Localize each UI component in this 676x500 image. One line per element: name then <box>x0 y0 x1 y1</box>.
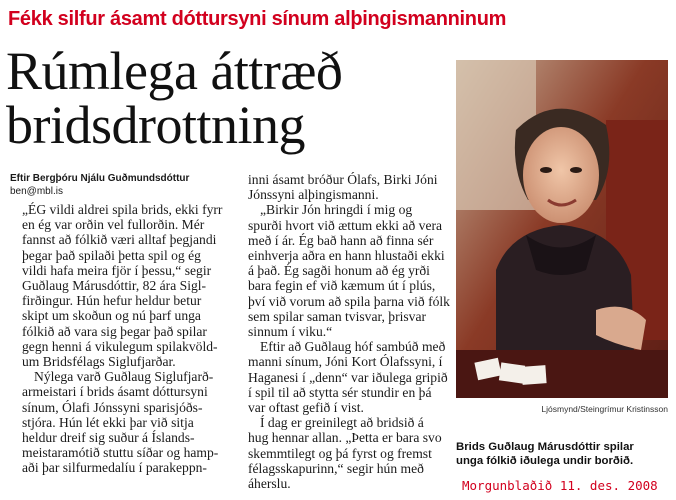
text-line: inni ásamt bróður Ólafs, Birki Jóni <box>248 172 438 187</box>
article-column-1 <box>10 202 232 476</box>
paragraph <box>236 202 452 339</box>
text-line: félagsskapurinn,“ segir hún með <box>248 460 424 476</box>
kicker-headline: Fékk silfur ásamt dóttursyni sínum alþingismanninum <box>8 8 507 30</box>
text-line: Guðlaug Márusdóttir, 82 ára Sigl- <box>22 278 207 294</box>
byline-email: ben@mbl.is <box>10 186 63 197</box>
paragraph <box>236 172 452 202</box>
text-line: hug hennar allan. „Þetta er bara svo <box>248 430 442 446</box>
text-line: meistaramótið stuttu síðar og hamp- <box>22 445 219 461</box>
text-line: einhverja aðra en hann hlustaði ekki <box>248 248 445 264</box>
photo-credit: Ljósmynd/Steingrímur Kristinsson <box>541 404 668 414</box>
paragraph <box>236 415 452 491</box>
text-line: með í ár. Ég bað hann að finna sér <box>248 232 434 248</box>
text-line: skemmtilegt og þá fyrst og fremst <box>248 445 432 461</box>
headline-line-2: bridsdrottning <box>6 95 305 155</box>
caption-lead: Brids <box>456 441 486 453</box>
source-stamp: Morgunblaðið 11. des. 2008 <box>462 478 658 493</box>
text-line: gegn henni á vikulegum spilakvöld- <box>22 338 218 354</box>
text-line: þegar það spilaði þetta spil og ég <box>22 247 201 263</box>
text-line: fólkið að vara sig þegar það spilar <box>22 323 207 339</box>
portrait-illustration <box>456 60 668 398</box>
text-line: áherslu. <box>248 476 291 492</box>
text-line: um Bridsfélags Siglufjarðar. <box>22 354 176 370</box>
text-line: var oftast gefið í vist. <box>248 400 364 416</box>
portrait-photo <box>456 60 668 398</box>
text-line: stjóra. Hún lét ekki þar við sitja <box>22 414 194 430</box>
caption-text: unga fólkið iðulega undir borðið. <box>456 455 634 467</box>
text-line: armeistari í brids ásamt dóttursyni <box>22 384 208 400</box>
text-line: spurði hvort við ættum ekki að vera <box>248 217 443 233</box>
text-line: Jónssyni alþingismanni. <box>248 187 379 203</box>
text-line: aði þar silfurmedalíu í parakeppn- <box>22 460 207 476</box>
text-line: bara fegin ef við kæmum út í plús, <box>248 278 436 294</box>
article-column-2 <box>236 172 452 491</box>
headline <box>6 41 446 155</box>
paragraph <box>236 339 452 415</box>
byline-author: Eftir Bergþóru Njálu Guðmundsdóttur <box>10 173 190 184</box>
byline <box>10 172 210 198</box>
text-line: manni sínum, Jóni Kort Ólafssyni, í <box>248 354 443 370</box>
text-line: „Birkir Jón hringdi í mig og <box>260 202 413 218</box>
caption-text: Guðlaug Márusdóttir spilar <box>488 441 634 453</box>
text-line: í spil til að stytta sér stundir en þá <box>248 384 432 400</box>
text-line: sínum, Ólafi Jónssyni sparisjóðs- <box>22 399 203 415</box>
paragraph <box>10 369 232 475</box>
text-line: á það. Ég sagði honum að ég yrði <box>248 263 430 279</box>
text-line: sinnum í viku.“ <box>248 324 333 340</box>
text-line: heldur dreif sig suður á Íslands- <box>22 430 195 446</box>
text-line: vildi hafa meira fjör í þessu,“ segir <box>22 262 212 278</box>
text-line: en ég var orðin vel fullorðin. Mér <box>22 217 205 233</box>
paragraph <box>10 202 232 369</box>
text-line: Eftir að Guðlaug hóf sambúð með <box>260 339 446 355</box>
text-line: skipt um skoðun og nú þarf unga <box>22 308 201 324</box>
text-line: Nýlega varð Guðlaug Siglufjarð- <box>34 369 214 385</box>
headline-line-1: Rúmlega áttræð <box>6 41 343 101</box>
text-line: Haganesi í „denn“ var iðulega gripið <box>248 369 448 385</box>
text-line: sem spilar saman tvisvar, þrisvar <box>248 308 427 324</box>
text-line: fannst að fólkið væri alltaf þegjandi <box>22 232 217 248</box>
text-line: firðingur. Hún hefur heldur betur <box>22 293 202 309</box>
photo-caption <box>456 440 668 468</box>
text-line: „ÉG vildi aldrei spila brids, ekki fyrr <box>22 202 223 217</box>
text-line: því við vorum að spila þarna við fólk <box>248 293 450 309</box>
text-line: Í dag er greinilegt að bridsið á <box>260 415 424 431</box>
